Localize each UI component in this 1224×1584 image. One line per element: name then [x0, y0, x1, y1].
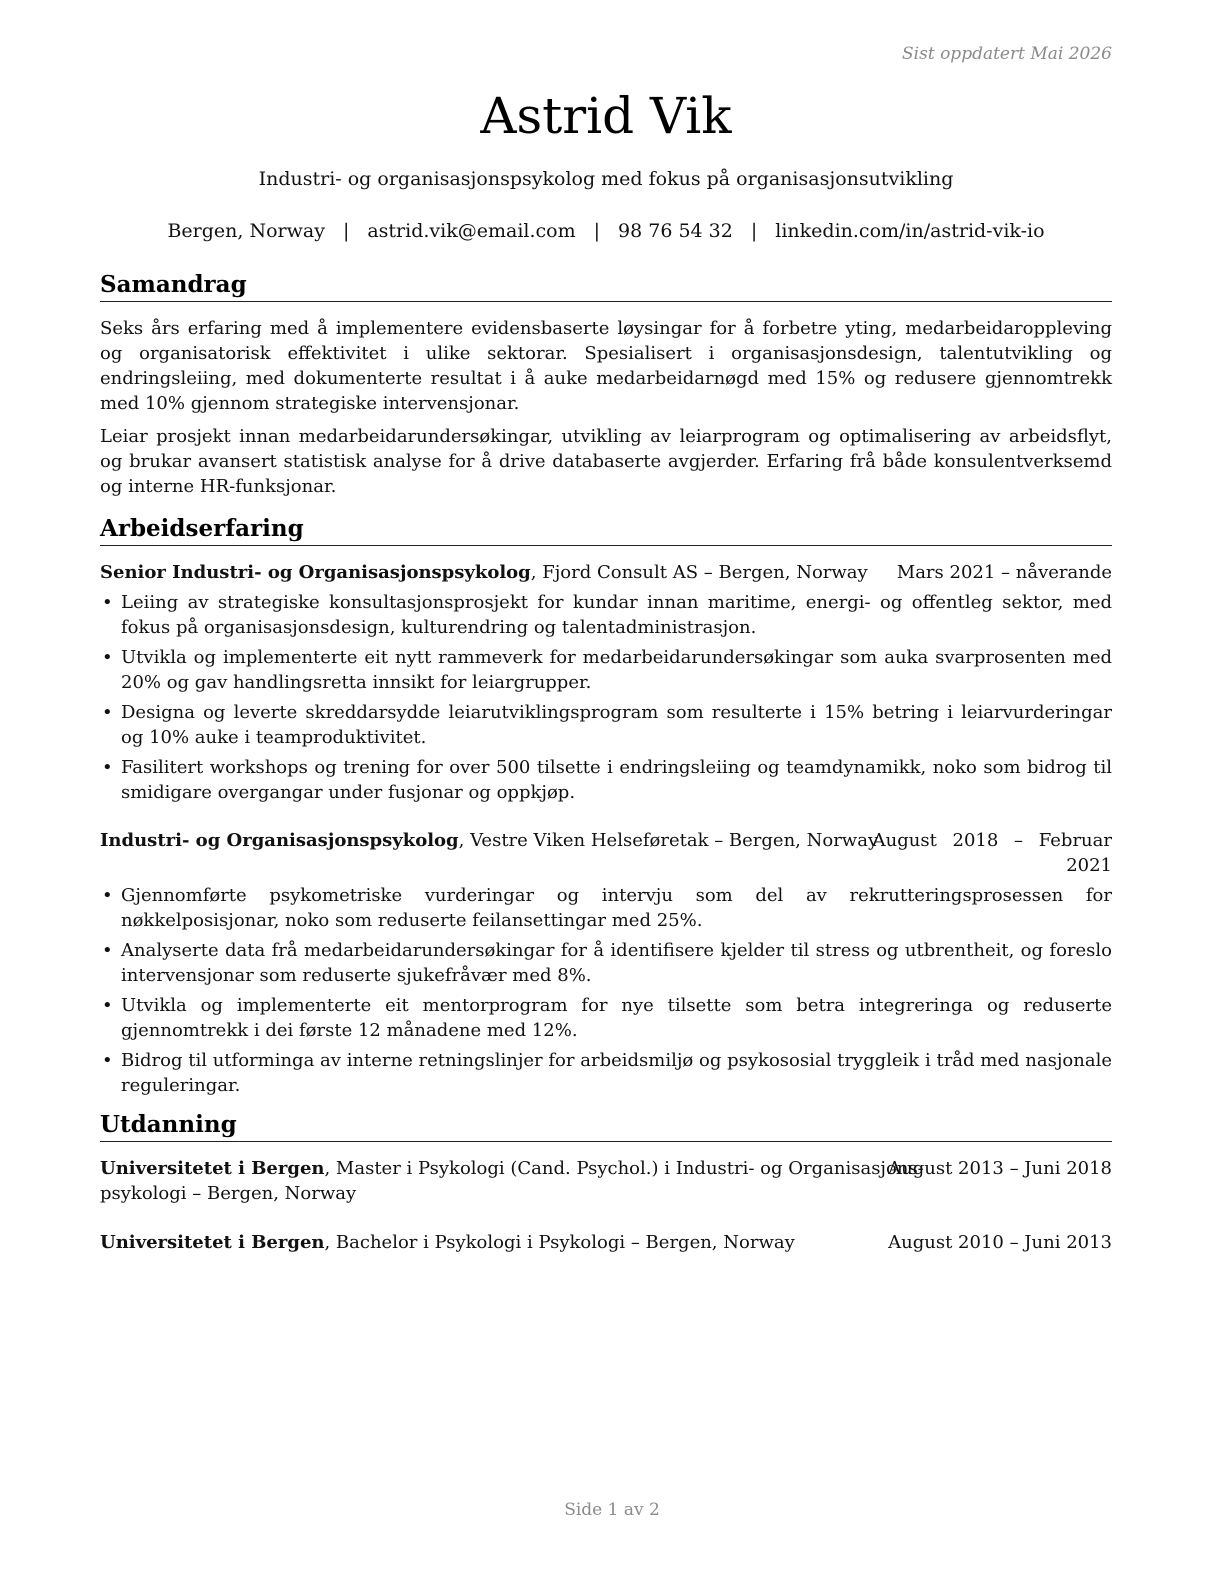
job-org: , Fjord Consult AS – Bergen, Norway: [530, 562, 868, 583]
experience-section: [100, 514, 1112, 1098]
job-dates: [873, 828, 1112, 878]
bullet-item: • Utvikla og implementerte eit mentorprogram for nye tilsette som betra integreringa og reduserte gjennomtrekk i dei første 12 månadene med 12%.: [100, 993, 1112, 1043]
education-entry: [100, 1156, 1112, 1206]
job-title: Senior Industri- og Organisasjonspsykolog: [100, 562, 531, 583]
contact-separator: |: [342, 220, 350, 242]
education-entry: [100, 1230, 1112, 1255]
page-number: Side 1 av 2: [564, 1500, 660, 1520]
job-bullets: [100, 883, 1112, 1098]
section-heading-experience: Arbeidserfaring: [100, 514, 1112, 546]
job-header: [100, 828, 1112, 878]
bullet-item: • Designa og leverte skreddarsydde leiarutviklingsprogram som resulterte i 15% betring i leiarvurderingar og 10% auke i teamproduktivitet.: [100, 700, 1112, 750]
contact-phone: 98 76 54 32: [618, 220, 733, 242]
education-dates: August 2010 – Juni 2013: [888, 1232, 1112, 1253]
job-bullets: [100, 590, 1112, 805]
candidate-name: Astrid Vik: [480, 87, 732, 145]
bullet-item: • Bidrog til utforminga av interne retningslinjer for arbeidsmiljø og psykososial tryggleik i tråd med nasjonale reguleringar.: [100, 1048, 1112, 1098]
degree-text: psykologi – Bergen, Norway: [100, 1183, 357, 1204]
job-org: , Vestre Viken Helseføretak – Bergen, Norway: [458, 830, 879, 851]
job-dates: Mars 2021 – nåverande: [896, 562, 1112, 583]
bullet-item: • Utvikla og implementerte eit nytt rammeverk for medarbeidarundersøkingar som auka svarprosenten med 20% og gav handlingsretta innsikt for leiargrupper.: [100, 645, 1112, 695]
education-dates: August 2013 – Juni 2018: [888, 1158, 1112, 1179]
degree-text: , Master i Psykologi (Cand. Psychol.) i Industri- og Organisasjons-: [324, 1158, 924, 1179]
last-updated: Sist oppdatert Mai 2026: [902, 44, 1112, 64]
tagline: Industri- og organisasjonspsykolog med fokus på organisasjonsutvikling: [258, 168, 954, 190]
contact-line: [100, 218, 1112, 244]
job-entry: [100, 828, 1112, 1098]
summary-paragraph: Seks års erfaring med å implementere evidensbaserte løysingar for å forbetre yting, medarbeidaroppleving og organisatorisk effektivitet i ulike sektorar. Spesialisert i organisasjonsdesign, talentutvikling og endringsleiing, med dokumenterte resultat i å auke medarbeidarnøgd med 15% og redusere gjennomtrekk med 10% gjennom strategiske intervensjonar.: [100, 318, 1112, 414]
summary-paragraph: Leiar prosjekt innan medarbeidarundersøkingar, utvikling av leiarprogram og optimalisering av arbeidsflyt, og brukar avansert statistisk analyse for å drive databaserte avgjerder. Erfaring frå både konsulentverksemd og interne HR-funksjonar.: [100, 426, 1112, 497]
job-dates-line: 2021: [1066, 855, 1112, 876]
bullet-item: • Analyserte data frå medarbeidarundersøkingar for å identifisere kjelder til stress og utbrentheit, og foreslo intervensjonar som reduserte sjukefråvær med 8%.: [100, 938, 1112, 988]
section-heading-summary: Samandrag: [100, 270, 1112, 302]
school-name: Universitetet i Bergen: [100, 1158, 325, 1179]
contact-location: Bergen, Norway: [167, 220, 325, 242]
contact-email[interactable]: astrid.vik@email.com: [367, 220, 576, 242]
summary-section: [100, 270, 1112, 499]
bullet-item: • Leiing av strategiske konsultasjonsprosjekt for kundar innan maritime, energi- og offentleg sektor, med fokus på organisasjonsdesign, kulturendring og talentadministrasjon.: [100, 590, 1112, 640]
section-heading-education: Utdanning: [100, 1110, 1112, 1142]
degree-text: , Bachelor i Psykologi i Psykologi – Bergen, Norway: [324, 1232, 795, 1253]
contact-separator: |: [750, 220, 758, 242]
contact-linkedin[interactable]: linkedin.com/in/astrid-vik-io: [775, 220, 1045, 242]
job-entry: [100, 560, 1112, 805]
job-dates-line: August 2018 – Februar: [872, 830, 1112, 851]
school-name: Universitetet i Bergen: [100, 1232, 325, 1253]
education-section: [100, 1110, 1112, 1255]
contact-separator: |: [593, 220, 601, 242]
job-header: [100, 560, 1112, 585]
job-title: Industri- og Organisasjonspsykolog: [100, 830, 459, 851]
bullet-item: • Fasilitert workshops og trening for over 500 tilsette i endringsleiing og teamdynamikk, noko som bidrog til smidigare overgangar under fusjonar og oppkjøp.: [100, 755, 1112, 805]
bullet-item: • Gjennomførte psykometriske vurderingar og intervju som del av rekrutteringsprosessen for nøkkelposisjonar, noko som reduserte feilansettingar med 25%.: [100, 883, 1112, 933]
